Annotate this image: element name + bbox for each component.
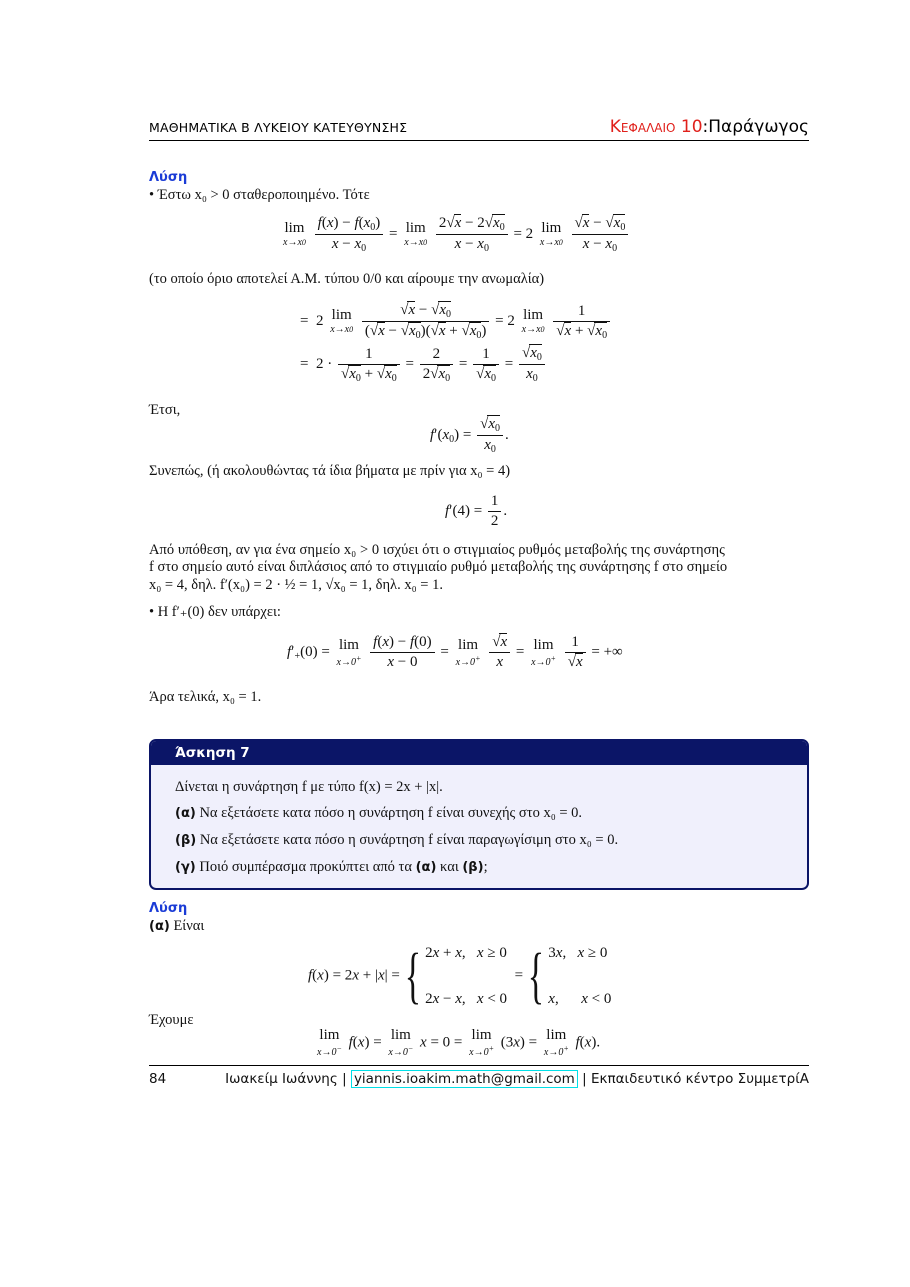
footer-separator: | — [342, 1071, 347, 1087]
exercise-intro: Δίνεται η συνάρτηση f με τύπο f(x) = 2x + |x|. — [175, 779, 443, 795]
solution-part — [149, 918, 204, 935]
equation-limit-difference-quotient: lim x→x0 $\frac{f(x) - f(x_0)}{x - x_0}$ = lim x→x0 $\frac{2√x - 2√x_0}{x - x_0}$ = 2 lim x→x0 $\frac{√x - √x_0}{x - x_0}$ — [280, 215, 630, 254]
part-tag: (α) — [149, 919, 170, 934]
item-and: και — [440, 859, 459, 875]
equation-limit-simplification: = 2 lim x→x0 $\frac{√x - √x_0}{(√x - √x_0)(√x + √x_0)}$ = 2 lim x→x0 $\frac{1}{√x + √x_0}$ — [300, 302, 612, 341]
solution-paragraph: Συνεπώς, (ή ακολουθώντας τά ίδια βήματα με πρίν για x₀ = 4) — [149, 463, 511, 479]
footer-email-link[interactable]: yiannis.ioakim.math@gmail.com — [351, 1070, 578, 1088]
header-course-title: ΜΑΘΗΜΑΤΙΚΑ Β ΛΥΚΕΙΟΥ ΚΑΤΕΥΘΥΝΣΗΣ — [149, 120, 408, 135]
chapter-title: Παράγωγος — [708, 117, 809, 137]
footer-rule — [149, 1065, 809, 1066]
page-footer — [225, 1071, 809, 1087]
equation-piecewise: f(x) = 2x + |x| = { 2x + x, x ≥ 0 2x − x, x < 0 = { 3x, x ≥ 0 x, x < 0 — [308, 942, 612, 1010]
equation-continuity-limits: lim x→0− f(x) = lim x→0− x = 0 = lim x→0+ (3x) = lim x→0+ f(x). — [317, 1027, 601, 1058]
solution-paragraph: Έχουμε — [149, 1012, 194, 1028]
item-end: ; — [483, 859, 488, 875]
equation-right-derivative: $f'_+(0)$ = lim x→0+ $\frac{f(x) - f(0)}{x - 0}$ = lim x→0+ $\frac{√x}{x}$ = lim x→0+ $\frac{1}{√x}$ = +∞ — [287, 634, 623, 670]
footer-separator: | — [582, 1071, 587, 1087]
header-chapter — [610, 117, 809, 137]
solution-paragraph: f στο σημείο αυτό είναι διπλάσιος από το στιγμιαίο ρυθμό μεταβολής της συνάρτησης f στο σημείο — [149, 559, 728, 575]
chapter-label: Κεφαλαιο 10 — [609, 117, 703, 137]
item-text: Ποιό συμπέρασμα προκύπτει από τα — [199, 859, 412, 875]
exercise-box — [149, 739, 809, 890]
equation-derivative-formula: $f'(x_0)$ = $\frac{√x_0}{x_0}$ . — [430, 416, 509, 455]
equation-limit-result: = 2 · $\frac{1}{√x_0 + √x_0}$ = $\frac{2}{2√x_0}$ = $\frac{1}{√x_0}$ = $\frac{√x_0}{x_0}$ — [300, 345, 547, 384]
item-tag: (α) — [175, 806, 196, 821]
solution-paragraph: (το οποίο όριο αποτελεί Α.Μ. τύπου 0/0 και αίρουμε την ανωμαλία) — [149, 271, 545, 287]
exercise-item — [175, 832, 618, 849]
exercise-title: Άσκηση 7 — [151, 741, 807, 765]
item-ref-a: (α) — [415, 860, 437, 875]
equation-derivative-at-4: f′(4) = $\frac{1}{2}$ . — [445, 493, 508, 529]
solution-paragraph: Άρα τελικά, x₀ = 1. — [149, 689, 262, 705]
solution-label: Λύση — [149, 170, 188, 185]
solution-label: Λύση — [149, 901, 188, 916]
item-tag: (γ) — [175, 860, 196, 875]
footer-center-name: Εκπαιδευτικό κέντρο ΣυμμετρίΑ — [590, 1071, 809, 1087]
item-text: Να εξετάσετε κατα πόσο η συνάρτηση f είναι παραγωγίσιμη στο x₀ = 0. — [199, 832, 619, 848]
chapter-separator: : — [702, 117, 709, 137]
part-text: Είναι — [173, 918, 205, 934]
solution-paragraph: • Η f′₊(0) δεν υπάρχει: — [149, 604, 281, 620]
solution-paragraph: Έτσι, — [149, 402, 181, 418]
footer-author: Ιωακείμ Ιωάννης — [225, 1071, 338, 1087]
item-tag: (β) — [175, 833, 197, 848]
page-header — [149, 116, 809, 141]
exercise-item — [175, 805, 582, 822]
solution-paragraph: x₀ = 4, δηλ. f′(x₀) = 2 · ½ = 1, √x₀ = 1, δηλ. x₀ = 1. — [149, 577, 443, 593]
item-ref-b: (β) — [462, 860, 484, 875]
solution-paragraph: Από υπόθεση, αν για ένα σημείο x₀ > 0 ισχύει ότι ο στιγμιαίος ρυθμός μεταβολής της συνάρτησης — [149, 542, 725, 558]
page-number: 84 — [149, 1071, 167, 1087]
item-text: Να εξετάσετε κατα πόσο η συνάρτηση f είναι συνεχής στο x₀ = 0. — [199, 805, 583, 821]
solution-paragraph: • Έστω x₀ > 0 σταθεροποιημένο. Τότε — [149, 187, 370, 203]
exercise-item — [175, 859, 488, 876]
